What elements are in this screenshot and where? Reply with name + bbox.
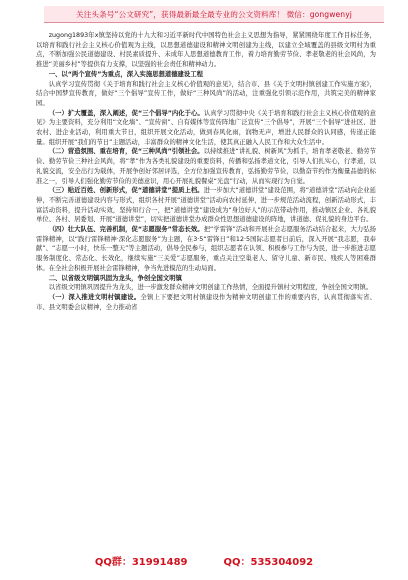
subsection-text: 进一步加大“道德讲堂”建设范围，将“道德讲堂”活动向企业延伸，不断完善道德建设内容与形式，组织各村开展“道德讲堂”活动向农村延伸，进一步规范活动流程，创新活动形式，丰富活动资料，提升活动实效，坚持知行合一，把“道德讲堂”建设成为“身边好人”的示范带动作用，推动镇区企业、各礼貌单位、各村、居委划、开展“道德讲堂”，切实把道德讲堂办成群众性思想道德建设的阵地，讲道德、促礼貌的身边平台。	[36, 187, 376, 224]
footer-contact	[0, 552, 408, 568]
body-paragraph: 认真学习宣传贯彻《关于培育和践行社会主义核心价值观的意见》，结合市、县《关于文明村镇创建工作实施方案》，结合中国梦宣传教育，做好“三个倡导”宣传工作，做好“三种风尚”的活动，注重强化引领示范作用，共筑完美的精神家园。	[36, 80, 376, 107]
subsection-paragraph	[36, 293, 376, 312]
banner-text: 关注头条号“公文研究”，获得最新最全最专业的公文资料库！ 微信：gongwenyj	[76, 9, 352, 19]
subsection-heading: （三）贴近百姓、创新形式，促“道德讲堂”提质上档。	[48, 187, 204, 195]
subsection-text: 把“学雷锋”活动和开展社会志愿服务活动结合起来，大力弘扬雷锋精神，以“践行雷锋精神·深化志愿服务”为主题，在3·5“雷锋日”和12·5国际志愿者日前后，深入开展“我志愿，我奉献”、“志愿一小时，快乐一整天”等主题活动，倡导全民参与，组织志愿者在认领、积极参与工作与为民，进一步推进志愿服务制度化、常态化、长效化，继续实施“三关爱”志愿服务，重点关注空巢老人、留守儿童、新市民、残疾人等困难群体。在全社会积极开展社会雷锋精神，争当先进模范的生动局面。	[36, 226, 377, 272]
footer-qq: QQ：535304092	[223, 556, 314, 568]
subsection-paragraph	[36, 109, 376, 148]
body-paragraph: zugong1893年x镇坚持以党的十九大和习近平新时代中国特色社会主义思想为指导，紧紧围绕年度工作目标任务，以培育和践行社会主义核心价值观为主线，以思想道德建设和精神文明创建为主线，以建立全域覆盖的县级文明村为重点，不断加强公民道德建设、村民素质提升、未成年人思想道德教育工作，着力培育勤劳节俭、孝老敬老的社会风尚，为推进“美丽乡村”等提供有力支撑，以坚强的社会责任和精神动力。	[36, 32, 376, 69]
section-heading: 一、以“两个宣传”为重点，深入实施思想道德建设工程	[48, 70, 203, 78]
document-body	[36, 31, 376, 312]
subsection-heading: （一）深入推进文明村镇建设。	[48, 293, 141, 301]
subsection-heading: （一）扩大覆盖，深入阐述，促“三个倡导”内化于心。	[48, 109, 204, 117]
subsection-paragraph	[36, 147, 376, 186]
subsection-heading: （二）营造氛围、重在培育，促“三种风尚”引领社会。	[48, 148, 204, 156]
subsection-paragraph	[36, 225, 376, 274]
top-banner	[44, 6, 384, 23]
subsection-text: 认真学习贯彻中央《关于培育和践行社会主义核心价值观的意见》为主要资料，充分利用“文化墙”、“宣传窗”、自有媒体等宣传阵地广泛宣传“三个倡导”，开展“三个倡导”进社区、进农村、进企业活动，利用重大节日，组织开展文化活动，做到春风化雨，润物无声，增进人民群众的认同感，传递正能量。组织开展“我们的节日”主题活动，丰富群众的精神文化生活，使其真正融入人民工作和大众生活中。	[36, 109, 376, 146]
subsection-heading: （四）壮大队伍、完善机制，促“志愿服务”常态长效。	[48, 226, 204, 234]
subsection-text: 全镇上下要把文明村镇建设作为精神文明创建工作的重要内容，认真贯彻落实省、市、县文明委会议精神，全力推动省	[36, 293, 376, 311]
section-heading: 二、以省级文明镇巩固为龙头，争创全国文明镇	[48, 274, 182, 282]
footer-qq-group: QQ群：31991489	[94, 556, 188, 568]
subsection-paragraph	[36, 186, 376, 225]
body-paragraph: 以省级文明镇巩固提升为龙头，进一步激发群众精神文明创建工作热情，全面提升镇村文明程度，争创全国文明镇。	[48, 284, 373, 292]
subsection-text: 以持续推进“讲礼貌、树新风”为抓手，培育孝老敬老、勤劳节俭、勤劳节俭三种社会风尚，将“孝”作为各类礼貌建设的重要资料，传播和弘扬孝道文化，引导人们扎实心，行孝道，以礼貌交流，安全出行为载体，开展争创好邻居评选，全方位加强宣传教育，弘扬勤劳节俭，以勤奋节约作为衡量品德的标准之一，引导人们强化勤劳节俭的美德意识，用心开展礼貌餐桌“光盘”行动，从而实现行为自觉。	[36, 148, 377, 185]
